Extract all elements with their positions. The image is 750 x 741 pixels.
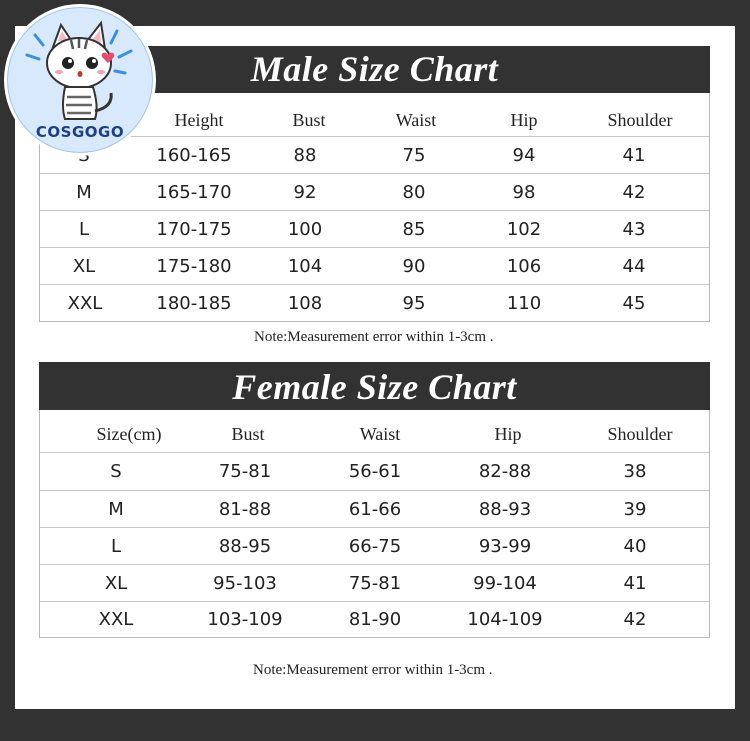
height-cell: 175-180 — [156, 255, 232, 277]
bust-cell: 104 — [287, 255, 323, 277]
female-size-chart-title: Female Size Chart — [39, 362, 710, 410]
header-shoulder: Shoulder — [607, 424, 673, 444]
size-cell: M — [108, 498, 124, 520]
hip-cell: 88-93 — [478, 498, 532, 520]
bust-cell: 81-88 — [218, 498, 272, 520]
waist-cell: 66-75 — [348, 535, 402, 557]
size-cell: XXL — [98, 609, 134, 630]
shoulder-cell: 40 — [623, 535, 647, 557]
header-height: Height — [174, 109, 224, 130]
bust-cell: 75-81 — [218, 461, 272, 482]
brand-logo — [4, 4, 156, 156]
table-row — [40, 453, 709, 490]
bust-cell: 88-95 — [218, 535, 272, 557]
brand-logo-text: COSGOGO — [35, 123, 125, 141]
waist-cell: 95 — [402, 292, 426, 314]
bust-cell: 100 — [287, 218, 323, 240]
hip-cell: 99-104 — [473, 572, 537, 594]
shoulder-cell: 39 — [623, 498, 647, 520]
shoulder-cell: 45 — [622, 292, 646, 314]
hip-cell: 110 — [506, 292, 542, 314]
size-cell: L — [110, 535, 122, 557]
table-row — [40, 248, 709, 284]
male-measurement-note: Note:Measurement error within 1-3cm . — [254, 329, 494, 345]
waist-cell: 56-61 — [348, 461, 402, 482]
height-cell: 170-175 — [156, 218, 232, 240]
shoulder-cell: 38 — [623, 461, 647, 482]
hip-cell: 106 — [506, 255, 542, 277]
waist-cell: 80 — [402, 181, 426, 203]
table-row — [40, 211, 709, 247]
waist-cell: 85 — [402, 218, 426, 240]
hip-cell: 82-88 — [478, 461, 532, 482]
waist-cell: 81-90 — [348, 609, 402, 630]
waist-cell: 75 — [402, 144, 426, 166]
table-row — [40, 602, 709, 637]
female-table-header — [40, 418, 709, 451]
bust-cell: 95-103 — [213, 572, 277, 594]
hip-cell: 104-109 — [467, 609, 543, 630]
table-row — [40, 528, 709, 564]
height-cell: 180-185 — [156, 292, 232, 314]
waist-cell: 61-66 — [348, 498, 402, 520]
header-hip: Hip — [494, 424, 522, 444]
hip-cell: 98 — [512, 181, 536, 203]
size-cell: XL — [104, 572, 128, 594]
shoulder-cell: 42 — [623, 609, 647, 630]
bust-cell: 108 — [287, 292, 323, 314]
header-bust: Bust — [231, 424, 265, 444]
header-bust: Bust — [292, 109, 326, 130]
size-cell: M — [76, 181, 92, 203]
shoulder-cell: 41 — [622, 144, 646, 166]
male-size-chart-title: Male Size Chart — [39, 46, 710, 93]
header-waist: Waist — [359, 424, 401, 444]
header-hip: Hip — [510, 109, 538, 130]
shoulder-cell: 41 — [623, 572, 647, 594]
bust-cell: 103-109 — [207, 609, 283, 630]
height-cell: 160-165 — [156, 144, 232, 166]
table-row — [40, 174, 709, 210]
table-row — [40, 565, 709, 601]
size-cell: L — [78, 218, 90, 240]
size-cell: S — [110, 461, 122, 482]
female-measurement-note: Note:Measurement error within 1-3cm . — [253, 662, 493, 678]
female-size-table — [39, 410, 710, 638]
waist-cell: 75-81 — [348, 572, 402, 594]
hip-cell: 102 — [506, 218, 542, 240]
table-row — [40, 491, 709, 527]
hip-cell: 94 — [512, 144, 536, 166]
size-cell: XL — [72, 255, 96, 277]
shoulder-cell: 42 — [622, 181, 646, 203]
bust-cell: 88 — [293, 144, 317, 166]
header-shoulder: Shoulder — [607, 109, 673, 130]
table-row — [40, 285, 709, 321]
height-cell: 165-170 — [156, 181, 232, 203]
waist-cell: 90 — [402, 255, 426, 277]
header-waist: Waist — [395, 109, 437, 130]
hip-cell: 93-99 — [478, 535, 532, 557]
bust-cell: 92 — [293, 181, 317, 203]
shoulder-cell: 44 — [622, 255, 646, 277]
header-size: Size(cm) — [96, 424, 162, 444]
shoulder-cell: 43 — [622, 218, 646, 240]
size-cell: XXL — [67, 292, 103, 314]
